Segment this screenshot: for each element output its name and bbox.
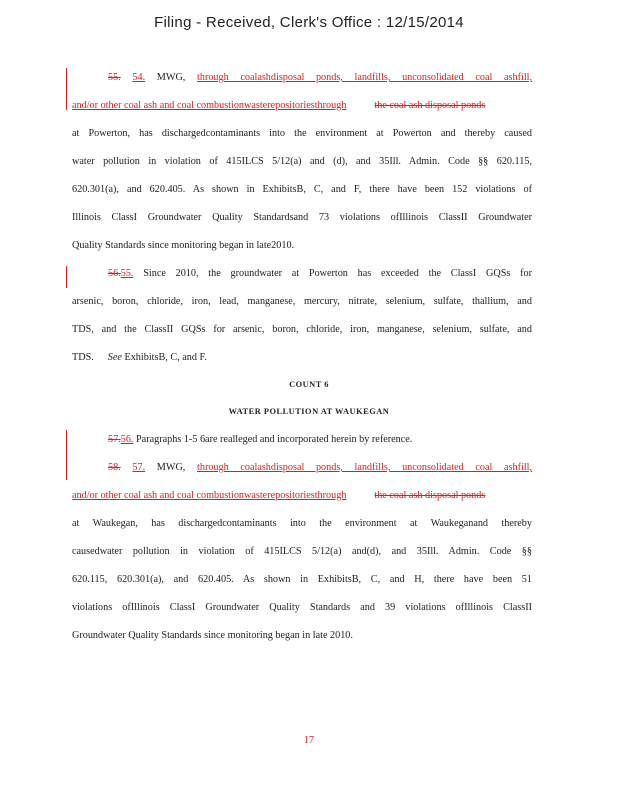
text-run: MWG,: [156, 462, 186, 473]
paragraph-56: [72, 426, 532, 454]
inserted-text: and/or other coal ash and coal combustionwasterepositoriesthrough: [72, 100, 347, 111]
citation-signal: See: [107, 352, 122, 363]
paragraph-line: Groundwater Quality Standards since monitoring began in late 2010.: [72, 630, 353, 641]
revision-bar: [66, 266, 67, 288]
paragraph-line: at Waukegan, has dischargedcontaminants into the environment at Waukeganand thereby: [72, 518, 532, 529]
paragraph-54: [72, 64, 532, 260]
inserted-number: 54.: [132, 72, 146, 83]
inserted-text: and/or other coal ash and coal combustionwasterepositoriesthrough: [72, 490, 347, 501]
paragraph-line: [72, 64, 532, 92]
text-run: TDS.: [72, 352, 94, 363]
paragraph-line: water pollution in violation of 415ILCS 5/12(a) and (d), and 35Ill. Admin. Code §§ 620.115,: [72, 156, 532, 167]
paragraph-line: arsenic, boron, chloride, iron, lead, manganese, mercury, nitrate, selenium, sulfate, thallium, and: [72, 296, 532, 307]
paragraph-line: [72, 482, 532, 510]
paragraph-line: 620.115, 620.301(a), and 620.405. As shown in ExhibitsB, C, and H, there have been 51: [72, 574, 532, 585]
paragraph-line: [72, 454, 532, 482]
paragraph-line: [72, 426, 532, 454]
paragraph-line: [72, 260, 532, 288]
revision-bar: [66, 68, 67, 110]
text-run: ExhibitsB, C, and F.: [124, 352, 207, 363]
text-run: Paragraphs 1-5 6are realleged and incorporated herein by reference.: [136, 434, 413, 445]
paragraph-line: TDS, and the ClassII GQSs for arsenic, boron, chloride, iron, manganese, selenium, sulfate, and: [72, 324, 532, 335]
deleted-text: the coal ash disposal ponds: [374, 100, 486, 111]
paragraph-line: causedwater pollution in violation of 415ILCS 5/12(a) and(d), and 35Ill. Admin. Code §§: [72, 546, 532, 557]
page-number: 17: [304, 735, 314, 746]
paragraph-line: violations ofIllinois ClassI Groundwater Quality Standards and 39 violations ofIllinois ClassII: [72, 602, 532, 613]
deleted-number: 55.: [108, 72, 121, 83]
inserted-number: 56.: [120, 434, 134, 445]
deleted-text: the coal ash disposal ponds: [374, 490, 486, 501]
inserted-text: through coalashdisposal ponds, landfills, unconsolidated coal ashfill,: [197, 462, 533, 473]
text-run: MWG,: [156, 72, 186, 83]
inserted-text: through coalashdisposal ponds, landfills, unconsolidated coal ashfill,: [197, 72, 533, 83]
paragraph-line: Quality Standards since monitoring began in late2010.: [72, 240, 295, 251]
paragraph-line: at Powerton, has dischargedcontaminants into the environment at Powerton and thereby caused: [72, 128, 532, 139]
deleted-number: 57.: [108, 434, 121, 445]
paragraph-55: [72, 260, 532, 372]
inserted-number: 57.: [132, 462, 146, 473]
paragraph-line: Illinois ClassI Groundwater Quality Standardsand 73 violations ofIllinois ClassII Groundwater: [72, 212, 532, 223]
deleted-number: 58.: [108, 462, 121, 473]
inserted-number: 55.: [120, 268, 134, 279]
deleted-number: 56.: [108, 268, 121, 279]
count-subtitle: WATER POLLUTION AT WAUKEGAN: [228, 407, 390, 416]
paragraph-line: [72, 92, 532, 120]
revision-bar: [66, 430, 67, 480]
filing-header: Filing - Received, Clerk's Office : 12/15/2014: [154, 14, 464, 31]
paragraph-line: 620.301(a), and 620.405. As shown in ExhibitsB, C, and F, there have been 152 violations of: [72, 184, 532, 195]
paragraph-line: [72, 344, 532, 372]
count-title: COUNT 6: [289, 380, 329, 389]
text-run: Since 2010, the groundwater at Powerton has exceeded the ClassI GQSs for: [143, 268, 533, 279]
paragraph-57: [72, 454, 532, 650]
